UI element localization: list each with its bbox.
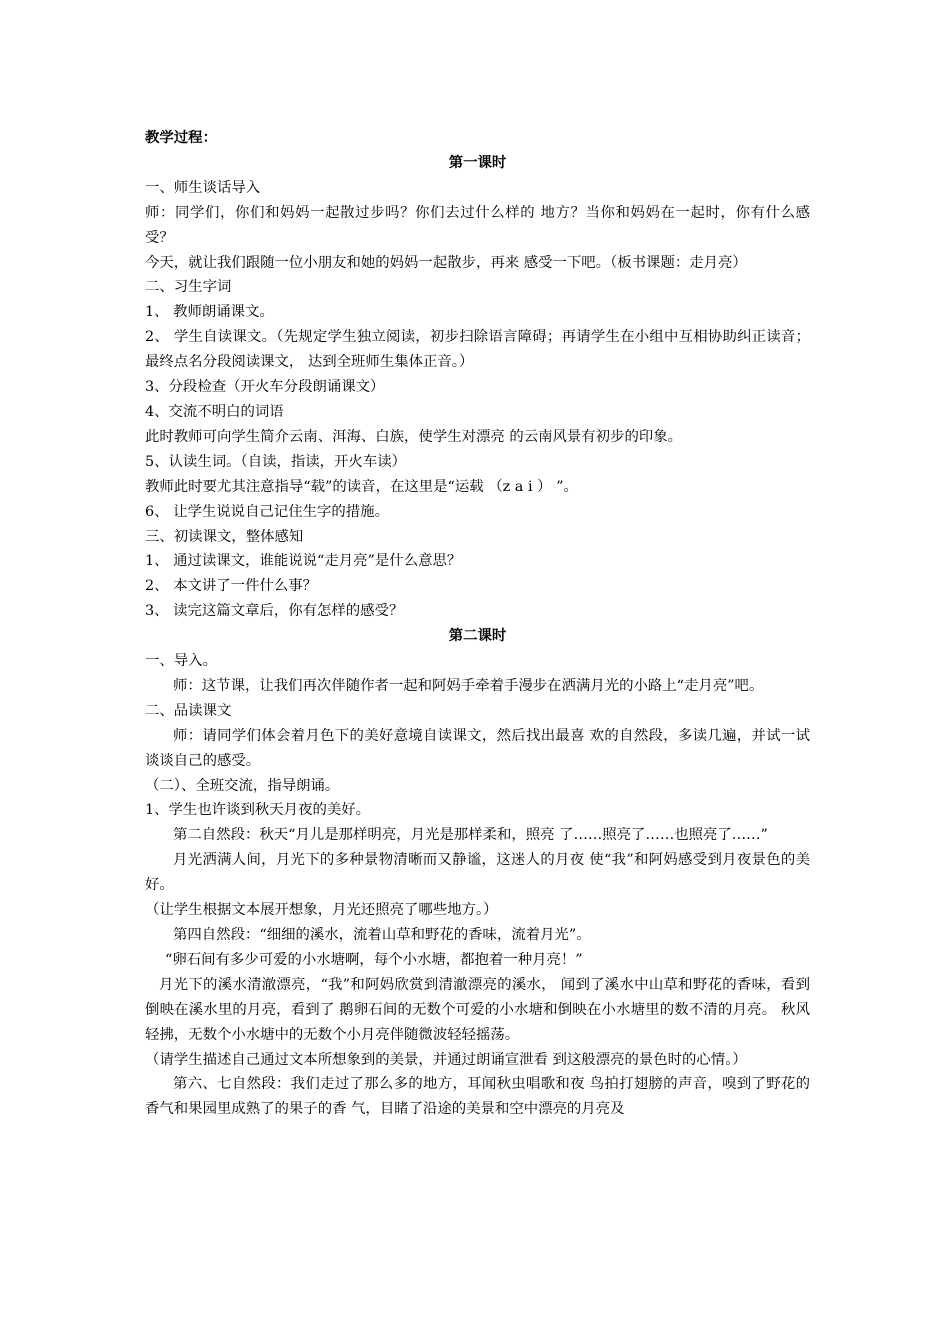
list-item: 6、 让学生说说自己记住生字的措施。 — [145, 503, 389, 520]
paragraph: 今天，就让我们跟随一位小朋友和她的妈妈一起散步，再来 感受一下吧。（板书课题：走月亮） — [145, 254, 747, 271]
list-item: 2、 学生自读课文。（先规定学生独立阅读，初步扫除语言障碍；再请学生在小组中互相协助纠正读音；最终点名分段阅读课文， 达到全班师生集体正音。） — [145, 329, 810, 371]
paragraph: 师：同学们，你们和妈妈一起散过步吗？你们去过什么样的 地方？当你和妈妈在一起时，你有什么感受？ — [145, 204, 810, 246]
paragraph: 第四自然段：“细细的溪水，流着山草和野花的香味，流着月光”。 — [173, 927, 591, 943]
lesson-1-title: 第一课时 — [448, 153, 507, 171]
paragraph: “卵石间有多少可爱的小水塘啊，每个小水塘，都抱着一种月亮！” — [165, 951, 583, 968]
list-item: 3、 读完这篇文章后，你有怎样的感受？ — [145, 603, 404, 620]
list-item: 5、认读生词。（自读，指读，开火车读） — [145, 453, 406, 470]
paragraph: 月光洒满人间，月光下的多种景物清晰而又静谧，这迷人的月夜 使“我”和阿妈感受到月夜景色的美好。 — [145, 852, 810, 894]
heading-intro: 一、师生谈话导入 — [145, 179, 261, 196]
heading-vocabulary: 二、习生字词 — [145, 279, 232, 296]
paragraph: 师：请同学们体会着月色下的美好意境自读课文，然后找出最喜 欢的自然段，多读几遍，并试一试谈谈自己的感受。 — [145, 727, 810, 769]
list-item: 3、分段检查（开火车分段朗诵课文） — [145, 379, 385, 396]
paragraph: 此时教师可向学生简介云南、洱海、白族，使学生对漂亮 的云南风景有初步的印象。 — [145, 428, 683, 445]
list-item: 4、交流不明白的词语 — [145, 403, 284, 420]
list-item: 1、学生也许谈到秋天月夜的美好。 — [145, 802, 371, 819]
section-title: 教学过程： — [145, 129, 217, 146]
paragraph: 第六、七自然段：我们走过了那么多的地方，耳闻秋虫唱歌和夜 鸟拍打翅膀的声音，嗅到了野花的香气和果园里成熟了的果子的香 气，目睹了沿途的美景和空中漂亮的月亮及 — [145, 1076, 810, 1118]
list-item: 1、 通过读课文，谁能说说“走月亮”是什么意思？ — [145, 553, 462, 570]
paragraph: （让学生根据文本展开想象，月光还照亮了哪些地方。） — [145, 902, 498, 919]
document-body — [145, 126, 810, 1122]
heading-close-reading: 二、品读课文 — [145, 702, 232, 719]
paragraph: 第二自然段：秋天“月儿是那样明亮，月光是那样柔和，照亮 了……照亮了……也照亮了……” — [173, 827, 768, 844]
lesson-2-title: 第二课时 — [448, 627, 507, 645]
paragraph: （二）、全班交流，指导朗诵。 — [145, 777, 340, 794]
list-item: 1、 教师朗诵课文。 — [145, 304, 274, 321]
paragraph: （请学生描述自己通过文本所想象到的美景，并通过朗诵宣泄看 到这般漂亮的景色时的心情。） — [145, 1051, 747, 1068]
paragraph: 师：这节课，让我们再次伴随作者一起和阿妈手牵着手漫步在洒满月光的小路上“走月亮”吧。 — [173, 677, 764, 694]
list-item: 2、 本文讲了一件什么事？ — [145, 578, 318, 595]
heading-first-reading: 三、初读课文，整体感知 — [145, 528, 304, 545]
paragraph: 教师此时要尤其注意指导“载”的读音，在这里是“运载 （z a i ） ”。 — [145, 478, 578, 495]
paragraph: 月光下的溪水清澈漂亮，“我”和阿妈欣赏到清澈漂亮的溪水， 闻到了溪水中山草和野花的香味，看到倒映在溪水里的月亮，看到了 鹅卵石间的无数个可爱的小水塘和倒映在小水塘里的数不清的月亮。 秋风轻拂，无数个小水塘中的无数个小月亮伴随微波轻轻摇荡。 — [145, 976, 810, 1043]
heading-lead-in: 一、导入。 — [145, 653, 217, 670]
